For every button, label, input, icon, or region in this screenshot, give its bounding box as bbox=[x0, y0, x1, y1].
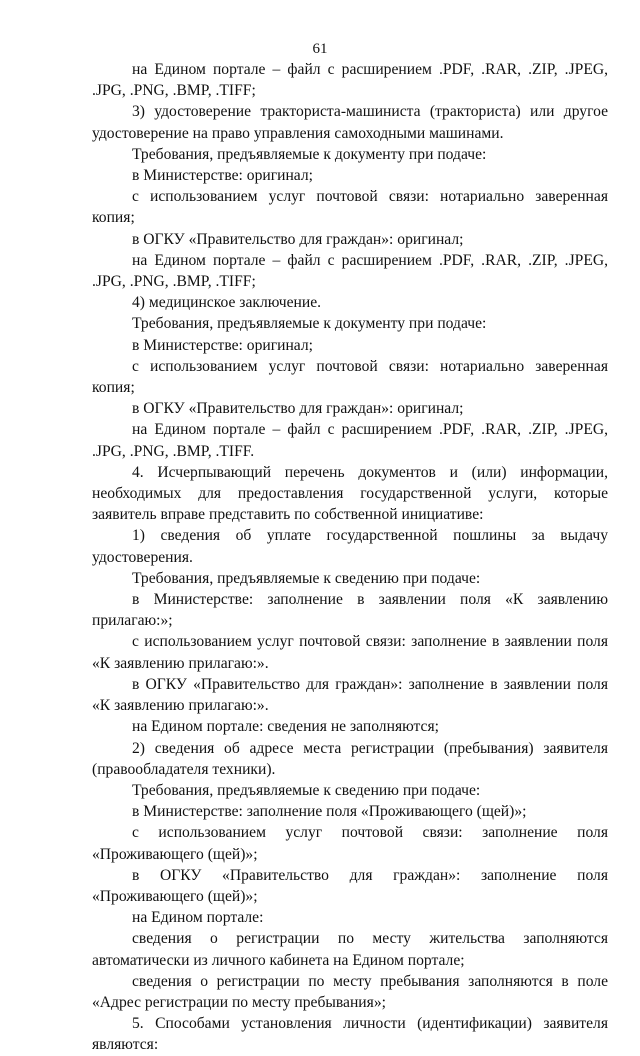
paragraph: с использованием услуг почтовой связи: заполнение в заявлении поля «К заявлению прилагаю:». bbox=[92, 633, 608, 672]
paragraph: 3) удостоверение тракториста-машиниста (тракториста) или другое удостоверение на право управления самоходными машинами. bbox=[92, 103, 608, 142]
paragraph: 1) сведения об уплате государственной пошлины за выдачу удостоверения. bbox=[92, 527, 608, 566]
paragraph: на Едином портале – файл с расширением .PDF, .RAR, .ZIP, .JPEG, .JPG, .PNG, .BMP, .TIFF; bbox=[92, 251, 608, 291]
paragraph: в Министерстве: оригинал; bbox=[132, 167, 313, 185]
paragraph: 2) сведения об адресе места регистрации (пребывания) заявителя (правообладателя техники). bbox=[92, 739, 608, 778]
paragraph: в ОГКУ «Правительство для граждан»: оригинал; bbox=[132, 400, 464, 418]
paragraph: 4. Исчерпывающий перечень документов и (или) информации, необходимых для предоставления государственной услуги, которые заявитель вправе представить по собственной инициативе: bbox=[92, 463, 608, 524]
page-number: 61 bbox=[312, 41, 328, 57]
paragraph: Требования, предъявляемые к сведению при подаче: bbox=[132, 781, 481, 799]
paragraph: на Едином портале – файл с расширением .PDF, .RAR, .ZIP, .JPEG, .JPG, .PNG, .BMP, .TIFF; bbox=[92, 61, 608, 100]
document-body bbox=[92, 59, 608, 1056]
paragraph: с использованием услуг почтовой связи: нотариально заверенная копия; bbox=[92, 357, 608, 397]
paragraph: 4) медицинское заключение. bbox=[132, 294, 322, 312]
paragraph: на Едином портале: сведения не заполняются; bbox=[132, 718, 439, 736]
paragraph: в Министерстве: оригинал; bbox=[132, 336, 313, 354]
paragraph: на Едином портале – файл с расширением .PDF, .RAR, .ZIP, .JPEG, .JPG, .PNG, .BMP, .TIFF. bbox=[92, 421, 608, 460]
paragraph: 5. Способами установления личности (идентификации) заявителя являются: bbox=[92, 1015, 608, 1054]
paragraph: Требования, предъявляемые к документу при подаче: bbox=[132, 315, 487, 333]
paragraph: сведения о регистрации по месту жительства заполняются автоматически из личного кабинета на Едином портале; bbox=[92, 930, 608, 969]
paragraph: на Едином портале: bbox=[132, 909, 264, 927]
paragraph: в ОГКУ «Правительство для граждан»: заполнение в заявлении поля «К заявлению прилагаю:». bbox=[92, 675, 608, 715]
paragraph: Требования, предъявляемые к сведению при подаче: bbox=[132, 569, 481, 587]
paragraph: с использованием услуг почтовой связи: нотариально заверенная копия; bbox=[92, 188, 608, 227]
paragraph: в Министерстве: заполнение поля «Проживающего (щей)»; bbox=[132, 803, 527, 821]
paragraph: с использованием услуг почтовой связи: заполнение поля «Проживающего (щей)»; bbox=[92, 824, 608, 863]
paragraph: в Министерстве: заполнение в заявлении поля «К заявлению прилагаю:»; bbox=[92, 591, 608, 630]
paragraph: в ОГКУ «Правительство для граждан»: оригинал; bbox=[132, 230, 464, 248]
paragraph: в ОГКУ «Правительство для граждан»: заполнение поля «Проживающего (щей)»; bbox=[92, 866, 608, 905]
paragraph: сведения о регистрации по месту пребывания заполняются в поле «Адрес регистрации по месту пребывания»; bbox=[92, 972, 608, 1011]
paragraph: Требования, предъявляемые к документу при подаче: bbox=[132, 145, 487, 163]
